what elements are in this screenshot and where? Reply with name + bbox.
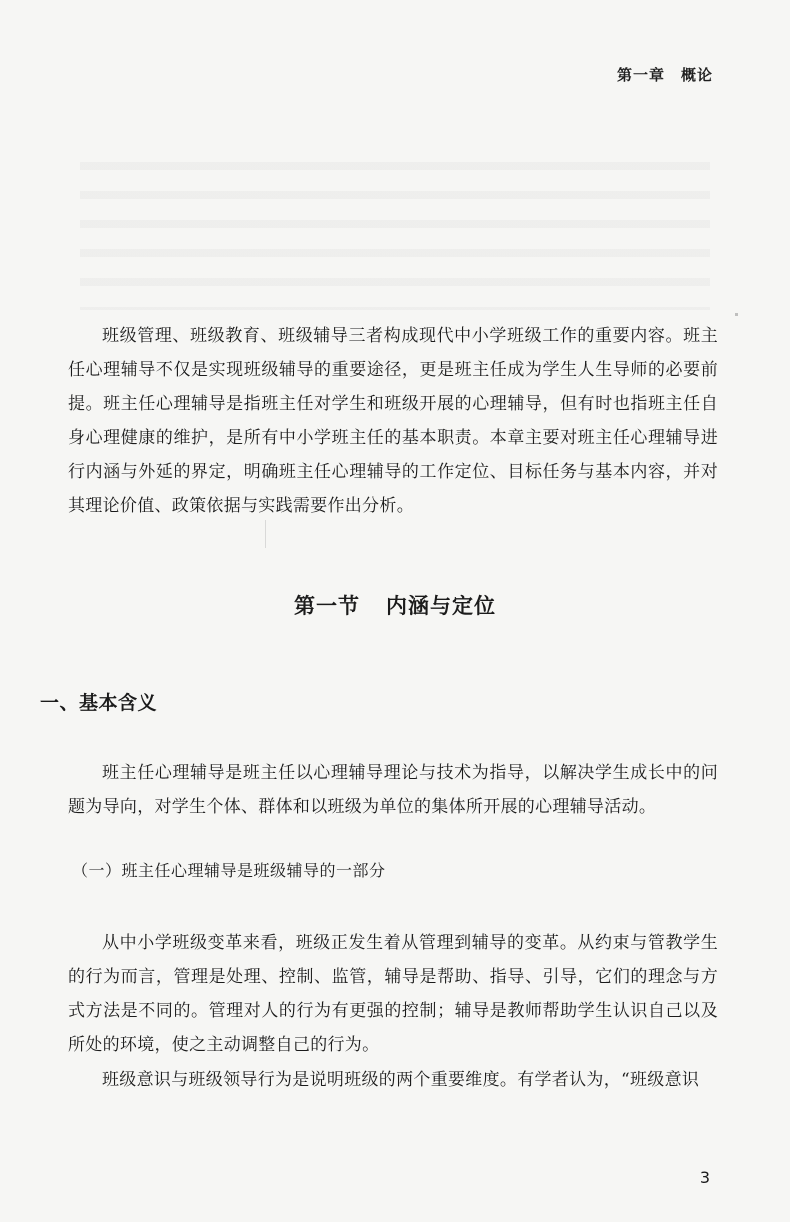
reform-paragraph: 从中小学班级变革来看，班级正发生着从管理到辅导的变革。从约束与管教学生的行为而言，管理是处理、控制、监管，辅导是帮助、指导、引导，它们的理念与方式方法是不同的。管理对人的行为有更强的控制；辅导是教师帮助学生认识自己以及所处的环境，使之主动调整自己的行为。 — [68, 933, 718, 1055]
point-heading: （一）班主任心理辅导是班级辅导的一部分 — [72, 861, 386, 880]
scan-speck — [735, 313, 738, 316]
awareness-paragraph: 班级意识与班级领导行为是说明班级的两个重要维度。有学者认为，“班级意识 — [102, 1070, 700, 1090]
subsection-heading: 一、基本含义 — [40, 692, 158, 714]
section-title — [0, 590, 790, 620]
show-through-text-area — [80, 150, 710, 310]
definition-paragraph: 班主任心理辅导是班主任以心理辅导理论与技术为指导，以解决学生成长中的问题为导向，对学生个体、群体和以班级为单位的集体所开展的心理辅导活动。 — [68, 763, 718, 817]
scan-streak — [265, 520, 266, 548]
running-header: 第一章 概论 — [616, 66, 713, 84]
page-number: 3 — [699, 1168, 710, 1187]
section-name: 内涵与定位 — [386, 594, 496, 618]
intro-paragraph: 班级管理、班级教育、班级辅导三者构成现代中小学班级工作的重要内容。班主任心理辅导不仅是实现班级辅导的重要途径，更是班主任成为学生人生导师的必要前提。班主任心理辅导是指班主任对学生和班级开展的心理辅导，但有时也指班主任自身心理健康的维护，是所有中小学班主任的基本职责。本章主要对班主任心理辅导进行内涵与外延的界定，明确班主任心理辅导的工作定位、目标任务与基本内容，并对其理论价值、政策依据与实践需要作出分析。 — [68, 326, 718, 516]
section-number: 第一节 — [294, 594, 360, 618]
